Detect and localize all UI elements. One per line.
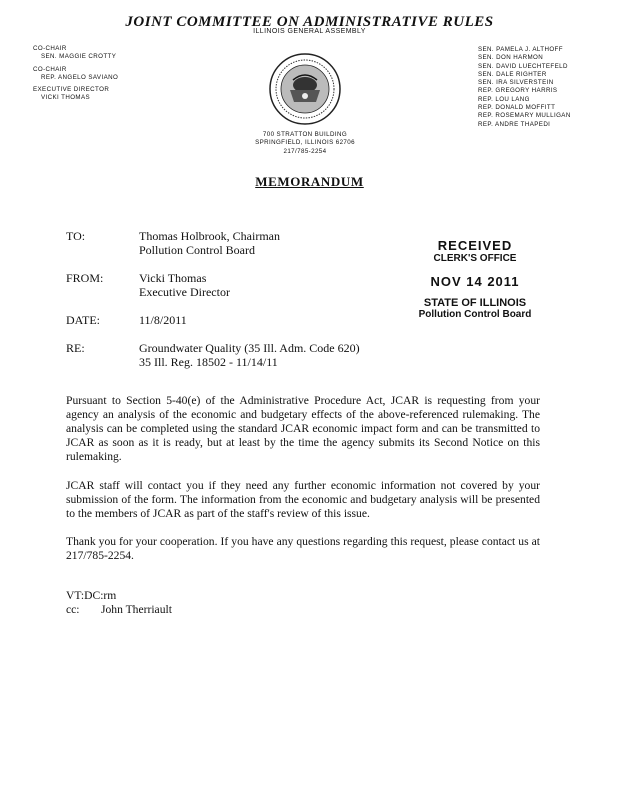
body-paragraph: Pursuant to Section 5-40(e) of the Administrative Procedure Act, JCAR is requesting from your agency an analysis of the economic and budgetary effects of the above-referenced rulemaking. The analysis can be completed using the standard JCAR economic impact form and can be transmitted to JCAR as soon as it is ready, but at least by the time the agency submits its Second Notice on this rulemaking.: [66, 394, 540, 463]
address-line: 217/785-2254: [283, 147, 327, 155]
state-seal-icon: [268, 52, 342, 126]
left-roster: [33, 45, 203, 107]
roster-name: VICKI THOMAS: [41, 94, 91, 102]
roster-member: REP. DONALD MOFFITT: [478, 104, 556, 112]
roster-role: CO-CHAIR: [33, 45, 67, 52]
roster-role: EXECUTIVE DIRECTOR: [33, 86, 110, 94]
stamp-line: NOV 14 2011: [430, 274, 520, 289]
re-line: 35 Ill. Reg. 18502 - 11/14/11: [139, 355, 278, 369]
cc-name: John Therriault: [101, 603, 172, 616]
received-stamp: [400, 238, 550, 320]
address-line: SPRINGFIELD, ILLINOIS 62706: [255, 139, 355, 147]
to-line: Thomas Holbrook, Chairman: [139, 229, 280, 243]
date-label: DATE:: [66, 313, 100, 327]
roster-member: REP. GREGORY HARRIS: [478, 87, 558, 95]
body-paragraph: JCAR staff will contact you if they need any further economic information not covered by your submission of the form. The information from the economic and budgetary analysis will be presented to the members of JCAR as part of the staff's review of this issue.: [66, 479, 540, 520]
to-label: TO:: [66, 229, 86, 243]
roster-name: SEN. MAGGIE CROTTY: [41, 53, 117, 61]
committee-address: [250, 131, 360, 156]
roster-member: SEN. PAMELA J. ALTHOFF: [478, 46, 563, 53]
right-roster: [478, 46, 618, 129]
roster-role: CO-CHAIR: [33, 65, 67, 73]
reference-initials: VT:DC:rm: [66, 589, 117, 602]
roster-member: SEN. IRA SILVERSTEIN: [478, 79, 554, 87]
stamp-line: CLERK'S OFFICE: [433, 253, 517, 264]
committee-title: JOINT COMMITTEE ON ADMINISTRATIVE RULES: [125, 14, 494, 30]
roster-member: SEN. DON HARMON: [478, 54, 544, 62]
cc-label: cc:: [66, 603, 80, 616]
stamp-line: RECEIVED: [437, 238, 513, 253]
roster-member: REP. LOU LANG: [478, 95, 530, 103]
roster-member: SEN. DAVID LUECHTEFELD: [478, 62, 568, 70]
committee-subtitle: ILLINOIS GENERAL ASSEMBLY: [253, 28, 366, 35]
to-line: Pollution Control Board: [139, 243, 256, 257]
roster-member: REP. ROSEMARY MULLIGAN: [478, 112, 571, 120]
from-value: [139, 271, 230, 299]
roster-name: REP. ANGELO SAVIANO: [41, 73, 119, 81]
from-label: FROM:: [66, 271, 104, 285]
address-line: 700 STRATTON BUILDING: [262, 131, 348, 138]
to-value: [139, 229, 280, 257]
from-line: Executive Director: [139, 285, 230, 299]
roster-member: SEN. DALE RIGHTER: [478, 70, 547, 78]
re-value: [139, 341, 360, 369]
re-line: Groundwater Quality (35 Ill. Adm. Code 620): [139, 341, 360, 355]
stamp-line: STATE OF ILLINOIS: [423, 297, 527, 309]
memo-title: MEMORANDUM: [255, 174, 364, 189]
re-label: RE:: [66, 341, 85, 355]
body-paragraph: Thank you for your cooperation. If you have any questions regarding this request, please contact us at 217/785-2254.: [66, 535, 540, 562]
stamp-line: Pollution Control Board: [418, 309, 532, 320]
date-value: 11/8/2011: [139, 313, 187, 327]
roster-member: REP. ANDRE THAPEDI: [478, 120, 551, 128]
from-line: Vicki Thomas: [139, 271, 207, 285]
